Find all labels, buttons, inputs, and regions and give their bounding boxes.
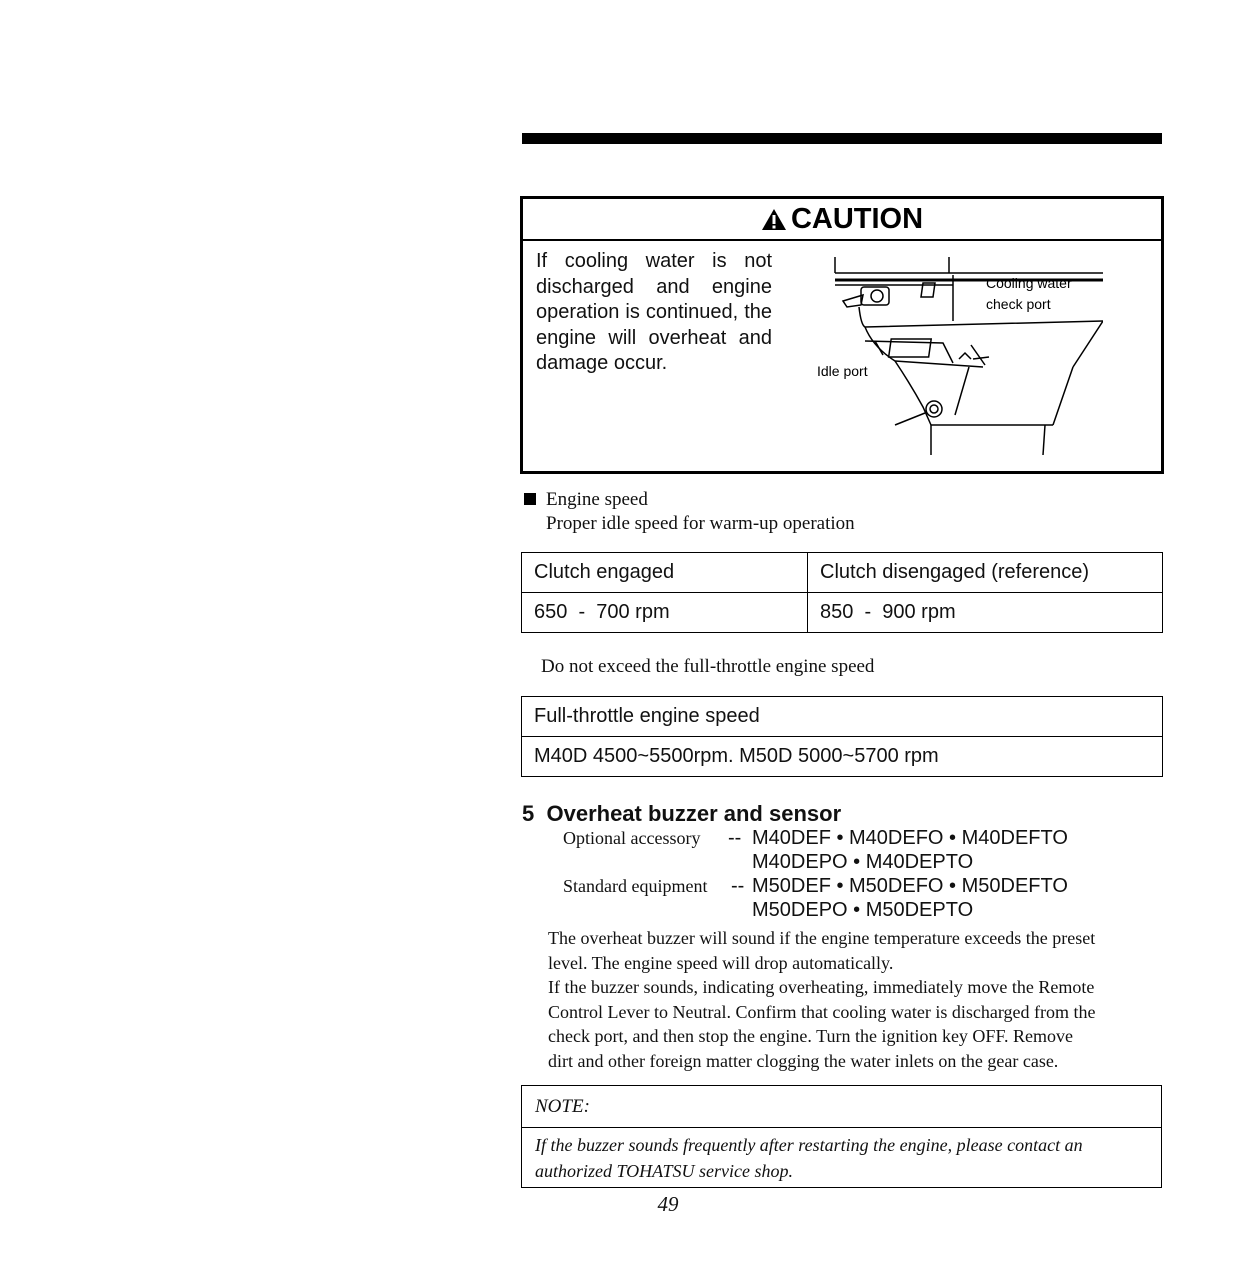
header-rule xyxy=(522,133,1162,144)
overheat-paragraph xyxy=(548,926,1162,1073)
note-title: NOTE: xyxy=(522,1086,1161,1128)
bullet-square xyxy=(524,493,536,505)
paragraph-line: Control Lever to Neutral. Confirm that cooling water is discharged from the xyxy=(548,1001,1096,1022)
idle-port-label: Idle port xyxy=(817,363,868,379)
table-cell: 850 - 900 rpm xyxy=(808,593,1163,633)
check-port-label: check port xyxy=(986,296,1051,312)
cooling-water-label: Cooling water xyxy=(986,275,1072,291)
table-row xyxy=(522,553,1163,593)
standard-models-line2: M50DEPO • M50DEPTO xyxy=(752,899,974,921)
optional-dash: -- xyxy=(728,827,742,849)
idle-speed-subheading: Proper idle speed for warm-up operation xyxy=(546,513,855,534)
caution-box xyxy=(520,196,1164,474)
section-title-text: Overheat buzzer and sensor xyxy=(546,801,842,826)
engine-illustration xyxy=(803,255,1103,475)
optional-models-line2: M40DEPO • M40DEPTO xyxy=(752,851,974,873)
table-row xyxy=(522,737,1163,777)
note-box xyxy=(521,1085,1162,1188)
caution-header xyxy=(523,199,1161,241)
warning-triangle-icon xyxy=(761,208,787,231)
table-cell: 650 - 700 rpm xyxy=(522,593,808,633)
table-cell: M40D 4500~5500rpm. M50D 5000~5700 rpm xyxy=(522,737,1163,777)
page-number: 49 xyxy=(657,1192,679,1216)
caution-title: CAUTION xyxy=(790,202,924,235)
paragraph-line: If the buzzer sounds, indicating overheating, immediately move the Remote xyxy=(548,977,1095,997)
standard-equipment-label: Standard equipment xyxy=(563,876,708,896)
caution-text: If cooling water is not discharged and engine operation is continued, the engine will overheat and damage occur. xyxy=(536,250,772,374)
section-title xyxy=(522,801,841,827)
note-text: If the buzzer sounds frequently after restarting the engine, please contact an authorized TOHATSU service shop. xyxy=(535,1135,1083,1181)
optional-accessory-label: Optional accessory xyxy=(563,828,701,848)
paragraph-line: The overheat buzzer will sound if the engine temperature exceeds the preset xyxy=(548,928,1096,948)
standard-models-line1: M50DEF • M50DEFO • M50DEFTO xyxy=(752,875,1068,897)
engine-speed-heading: Engine speed xyxy=(546,489,648,510)
full-throttle-warning: Do not exceed the full-throttle engine speed xyxy=(541,656,875,677)
table-header-cell: Full-throttle engine speed xyxy=(522,697,1163,737)
standard-dash: -- xyxy=(731,875,745,897)
paragraph-line: dirt and other foreign matter clogging the water inlets on the gear case. xyxy=(548,1050,1059,1071)
paragraph-line: level. The engine speed will drop automatically. xyxy=(548,952,894,973)
section-number: 5 xyxy=(522,801,535,826)
table-header-cell: Clutch engaged xyxy=(522,553,808,593)
table-row xyxy=(522,593,1163,633)
idle-speed-table xyxy=(521,552,1163,633)
optional-models-line1: M40DEF • M40DEFO • M40DEFTO xyxy=(752,827,1068,849)
paragraph-line: check port, and then stop the engine. Turn the ignition key OFF. Remove xyxy=(548,1026,1073,1046)
full-throttle-table xyxy=(521,696,1163,777)
table-header-cell: Clutch disengaged (reference) xyxy=(808,553,1163,593)
table-row xyxy=(522,697,1163,737)
